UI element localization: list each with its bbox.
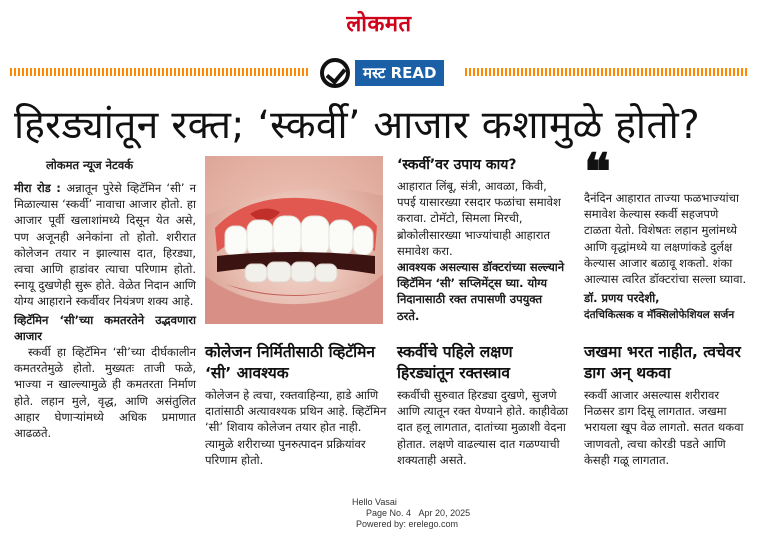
must-read-badge: मस्ट READ <box>355 60 444 86</box>
paragraph-bold: आवश्यक असल्यास डॉक्टरांच्या सल्ल्याने व्हिटॅमिन ‘सी’ सप्लिमेंट्स घ्या. योग्य निदानासाठी रक्त तपासणी उपयुक्त ठरते. <box>397 260 565 323</box>
gum-bleeding-photo <box>205 156 383 324</box>
decorative-stripe-right <box>465 68 748 76</box>
section-heading-collagen: कोलेजन निर्मितीसाठी व्हिटॅमिन ‘सी’ आवश्यक <box>205 343 376 382</box>
section-body-collagen: कोलेजन हे त्वचा, रक्तवाहिन्या, हाडे आणि दातांसाठी अत्यावश्यक प्रथिन आहे. व्हिटॅमिन ‘सी’ शिवाय कोलेजन तयार होत नाही. त्यामुळे शरीराच्या पुनरुत्पादन प्रक्रियांवर परिणाम होतो. <box>205 388 387 467</box>
intro-text: अन्नातून पुरेसे व्हिटॅमिन ‘सी’ न मिळाल्यास ‘स्कर्वी’ नावाचा आजार होतो. हा आजार पूर्वी खलाशांमध्ये दिसून येत असे, पण अजूनही अनेकांना तो होतो. शरीरात कोलेजन तयार न झाल्यास दात, हिरड्या, त्वचा आणि हाडांवर त्याचा परिणाम होतो. स्नायू दुखणेही सुरू होते. वेळेत निदान आणि योग्य आहाराने स्कर्वीवर नियंत्रण शक्य आहे. <box>14 181 196 309</box>
expert-quote: दैनंदिन आहारात ताज्या फळभाज्यांचा समावेश केल्यास स्कर्वी सहजपणे टाळता येतो. विशेषतः लहान मुलांमध्ये आणि वृद्धांमध्ये या लक्षणांकडे दुर्लक्ष केल्यास आजार बळावू शकतो. शंका आल्यास त्वरित डॉक्टरांचा सल्ला घ्यावा. <box>584 191 747 287</box>
powered-by-link[interactable]: Powered by: erelego.com <box>356 519 459 529</box>
byline: लोकमत न्यूज नेटवर्क <box>46 158 134 172</box>
publish-date: Apr 20, 2025 <box>418 508 471 518</box>
must-read-banner <box>10 58 748 88</box>
column-1 <box>14 180 196 441</box>
section-heading-remedy: ‘स्कर्वी’वर उपाय काय? <box>397 157 517 173</box>
section-heading-first-symptom: स्कर्वीचे पहिले लक्षण हिरड्यांतून रक्तस्त्राव <box>397 343 513 382</box>
section-body-first-symptom: स्कर्वीची सुरुवात हिरड्या दुखणे, सुजणे आणि त्यातून रक्त येण्याने होते. काहीवेळा दात हलू लागतात, दातांच्या मुळाशी वेदना होतात. लक्षणे वाढल्यास दात गळण्याची शक्यताही असते. <box>397 388 569 467</box>
page-info <box>350 508 510 519</box>
author-name: डॉ. प्रणय परदेशी, <box>584 291 660 305</box>
masthead <box>0 8 758 38</box>
section-heading-wounds: जखमा भरत नाहीत, त्वचेवर डाग अन् थकवा <box>584 343 741 382</box>
dateline: मीरा रोड : <box>14 181 67 195</box>
quote-author <box>584 290 748 323</box>
newspaper-logo: लोकमत <box>346 11 412 37</box>
publication-name: Hello Vasai <box>352 497 397 507</box>
decorative-stripe-left <box>10 68 310 76</box>
paragraph-intro <box>14 180 196 310</box>
check-icon <box>320 58 350 88</box>
page-footer <box>350 497 510 530</box>
paragraph: स्कर्वी हा व्हिटॅमिन ‘सी’च्या दीर्घकालीन कमतरतेमुळे होतो. मुख्यतः ताजी फळे, भाज्या न खाल्ल्यामुळे ही कमतरता निर्माण होते. लहान मुले, वृद्ध, आणि असंतुलित आहार घेणाऱ्यांमध्ये अधिक प्रमाणात आढळते. <box>14 345 196 441</box>
paragraph: आहारात लिंबू, संत्री, आवळा, किवी, पपई यासारख्या रसदार फळांचा समावेश करावा. टोमॅटो, सिमला मिरची, ब्रोकोलीसारख्या भाज्यांचाही आहारात समावेश करा. <box>397 179 561 258</box>
author-role: दंतचिकित्सक व मॅक्सिलोफेशियल सर्जन <box>584 308 735 321</box>
quote-icon: ❝ <box>584 142 611 201</box>
section-body-wounds: स्कर्वी आजार असल्यास शरीरावर निळसर डाग दिसू लागतात. जखमा भरायला खूप वेळ लागतो. सतत थकवा जाणवतो, त्वचा कोरडी पडते आणि केसही गळू लागतात. <box>584 388 744 467</box>
section-body-remedy <box>397 178 567 324</box>
page-number: Page No. 4 <box>366 508 412 518</box>
article-headline: हिरड्यांतून रक्त; ‘स्कर्वी’ आजार कशामुळे होतो? <box>14 103 700 148</box>
subheading: व्हिटॅमिन ‘सी’च्या कमतरतेने उद्भवणारा आजार <box>14 312 196 343</box>
